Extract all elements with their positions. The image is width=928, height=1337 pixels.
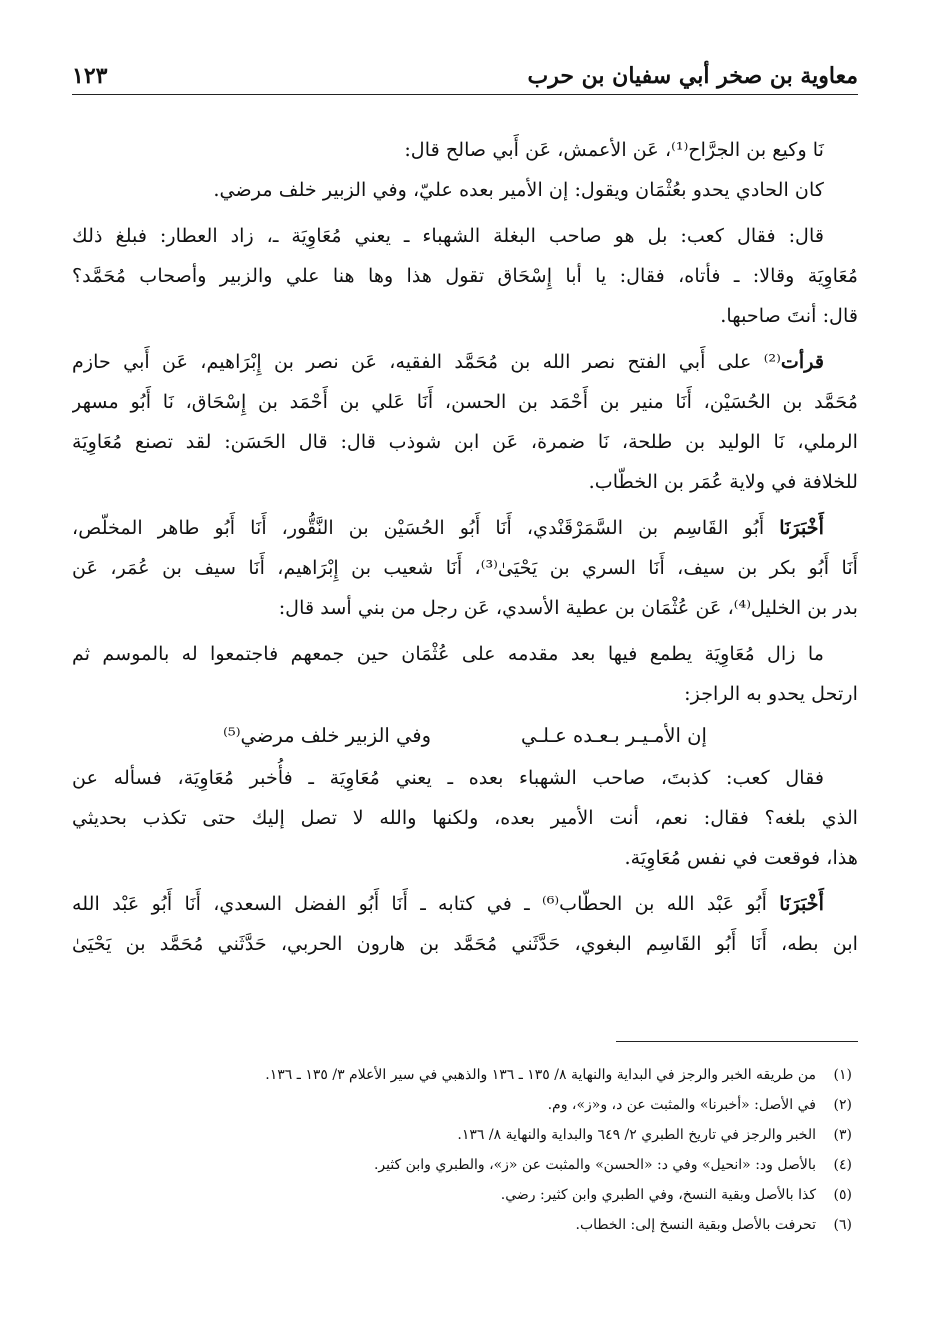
line-text: للخلافة في ولاية عُمَر بن الخطّاب. bbox=[588, 470, 858, 493]
footnote-number: (٦) bbox=[833, 1217, 852, 1233]
verse-left-hemistich: وفي الزبير خلف مرضي⁽⁵⁾ bbox=[223, 724, 432, 747]
text-line bbox=[72, 216, 858, 256]
line-text: ⁽²⁾ على أَبي الفتح نصر الله بن مُحَمَّد الفقيه، عَن نصر بن إِبْرَاهيم، عَن أَبي حازم bbox=[72, 350, 781, 373]
text-line bbox=[72, 256, 858, 296]
line-text: أَنَا أَبُو بكر بن سيف، أَنَا السري بن يَحْيَىٰ⁽³⁾، أَنَا شعيب بن إِبْرَاهيم، أَنَا سيف بن عُمَر، عَن bbox=[72, 556, 858, 579]
running-title: معاوية بن صخر أبي سفيان بن حرب bbox=[527, 63, 858, 89]
text-line bbox=[72, 588, 858, 628]
line-text: قال: أنتَ صاحبها. bbox=[720, 304, 858, 327]
line-text: ما زال مُعَاوِيَة يطمع فيها بعد مقدمه على عُثْمَان حين جمعهم فاجتمعوا له بالموسم ثم bbox=[72, 642, 824, 665]
footnote bbox=[72, 1210, 858, 1240]
text-line bbox=[72, 422, 858, 462]
line-text: الرملي، نَا الوليد بن طلحة، نَا ضمرة، عَن ابن شوذب قال: قال الحَسَن: لقد تصنع مُعَاوِيَة bbox=[72, 430, 858, 453]
footnote bbox=[72, 1180, 858, 1210]
footnote-text: بالأصل ود: «انحيل» وفي د: «الحسن» والمثبت عن «ز»، والطبري وابن كثير. bbox=[373, 1157, 816, 1173]
line-text: فقال كعب: كذبتَ، صاحب الشهباء بعده ـ يعني مُعَاوِيَة ـ فأُخبر مُعَاوِيَة، فسأله عن bbox=[72, 766, 824, 789]
chain-lead-word: قرأت bbox=[780, 350, 824, 373]
line-text: قال: فقال كعب: بل هو صاحب البغلة الشهباء ـ يعني مُعَاوِيَة ـ، زاد العطار: فبلغ ذلك bbox=[72, 224, 824, 247]
line-text: أَبُو القَاسِم بن السَّمَرْقَنْدي، أَنَا أَبُو الحُسَيْن بن النَّقُّور، أَنَا أَبُو طاهر المخلّص، bbox=[72, 516, 780, 539]
footnote bbox=[72, 1090, 858, 1120]
footnote-number: (٥) bbox=[833, 1187, 852, 1203]
line-text: مُحَمَّد بن الحُسَيْن، أَنَا منير بن أَحْمَد بن الحسن، أَنَا عَلي بن أَحْمَد بن إِسْحَاق، نَا أَبُو مسهر bbox=[72, 390, 858, 413]
text-line bbox=[72, 838, 858, 878]
text-line bbox=[72, 924, 858, 964]
footnote-number: (٤) bbox=[833, 1157, 852, 1173]
footnote-number: (١) bbox=[833, 1067, 852, 1083]
footnote-divider bbox=[616, 1041, 858, 1042]
line-text: نَا وكيع بن الجرَّاح⁽¹⁾، عَن الأعمش، عَن أَبي صالح قال: bbox=[404, 138, 824, 161]
footnote-number: (٣) bbox=[833, 1127, 852, 1143]
text-block-1 bbox=[72, 130, 858, 714]
text-line bbox=[72, 884, 858, 924]
line-text: ارتحل يحدو به الراجز: bbox=[684, 682, 858, 705]
verse-right-hemistich: إن الأمـيـر بـعـده عـلـي bbox=[521, 724, 707, 747]
page-header bbox=[72, 58, 858, 95]
line-text: مُعَاوِيَة وقالا: ـ فأتاه، فقال: يا أبا إِسْحَاق تقول هذا وها هنا علي والزبير وأصحاب مُحَمَّد؟ bbox=[72, 264, 858, 287]
footnotes bbox=[72, 1060, 858, 1240]
footnote-number: (٢) bbox=[833, 1097, 852, 1113]
text-block-2 bbox=[72, 758, 858, 964]
text-line bbox=[72, 548, 858, 588]
text-line bbox=[72, 758, 858, 798]
chain-lead-word: أَخْبَرَنَا bbox=[779, 892, 824, 915]
footnote bbox=[72, 1150, 858, 1180]
chain-lead-word: أَخْبَرَنَا bbox=[779, 516, 824, 539]
text-line bbox=[72, 462, 858, 502]
verse-line bbox=[72, 714, 858, 758]
text-line bbox=[72, 170, 858, 210]
text-line bbox=[72, 634, 858, 674]
text-line bbox=[72, 296, 858, 336]
line-text: الذي بلغه؟ فقال: نعم، أنت الأمير بعده، ولكنها والله لا تصل إليك حتى تكذب بحديثي bbox=[72, 806, 858, 829]
footnote-text: الخبر والرجز في تاريخ الطبري ٢/ ٦٤٩ والبداية والنهاية ٨/ ١٣٦. bbox=[457, 1127, 816, 1143]
line-text: ابن بطه، أَنَا أَبُو القَاسِم البغوي، حَدَّثَني مُحَمَّد بن هارون الحربي، حَدَّثَني مُحَمَّد بن يَحْيَىٰ bbox=[72, 932, 858, 955]
text-line bbox=[72, 674, 858, 714]
footnote bbox=[72, 1120, 858, 1150]
main-text bbox=[72, 130, 858, 964]
footnote-text: كذا بالأصل وبقية النسخ، وفي الطبري وابن كثير: رضي. bbox=[500, 1187, 816, 1203]
text-line bbox=[72, 342, 858, 382]
footnote bbox=[72, 1060, 858, 1090]
line-text: أَبُو عَبْد الله بن الحطّاب⁽⁶⁾ ـ في كتابه ـ أَنَا أَبُو الفضل السعدي، أَنَا أَبُو عَبْد الله bbox=[72, 892, 780, 915]
text-line bbox=[72, 508, 858, 548]
line-text: كان الحادي يحدو بعُثْمَان ويقول: إن الأمير بعده عليّ، وفي الزبير خلف مرضي. bbox=[213, 178, 824, 201]
page-number: ١٢٣ bbox=[72, 63, 108, 89]
text-line bbox=[72, 798, 858, 838]
line-text: هذا، فوقعت في نفس مُعَاوِيَة. bbox=[624, 846, 858, 869]
text-line bbox=[72, 382, 858, 422]
footnote-text: تحرفت بالأصل وبقية النسخ إلى: الخطاب. bbox=[575, 1217, 816, 1233]
footnote-text: في الأصل: «أخبرنا» والمثبت عن د، و«ز»، وم. bbox=[547, 1097, 816, 1113]
text-line bbox=[72, 130, 858, 170]
line-text: بدر بن الخليل⁽⁴⁾، عَن عُثْمَان بن عطية الأسدي، عَن رجل من بني أسد قال: bbox=[278, 596, 858, 619]
footnote-text: من طريقه الخبر والرجز في البداية والنهاية ٨/ ١٣٥ ـ ١٣٦ والذهبي في سير الأعلام ٣/ ١٣٥ ـ ١٣٦. bbox=[265, 1067, 816, 1083]
